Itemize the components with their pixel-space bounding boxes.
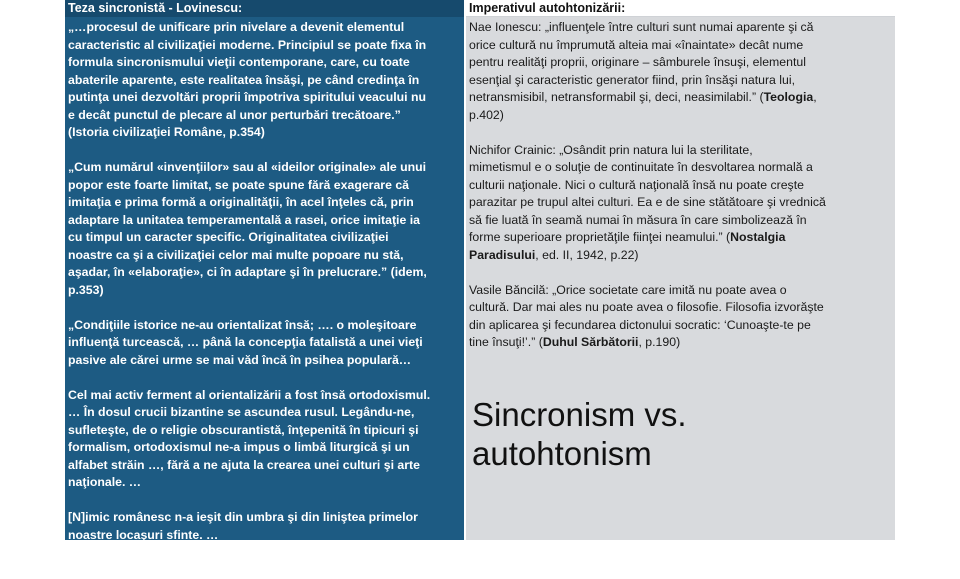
slide-title: Sincronism vs. autohtonism xyxy=(472,396,687,472)
lovinescu-quote-2: „Cum numărul «invenţiilor» sau al «ideilor originale» ale unui popor este foarte limitat, se poate spune fără exagerare că imitaţia e prima formă a originalităţii, în acel înţeles că, prin adaptare la unitatea temperamentală a rasei, orice imitaţie ia cu timpul un caracter specific. Originalitatea civilizaţiei noastre ca şi a civilizaţiei celor mai multe popoare nu stă, aşadar, în «elaboraţie», ci în adaptare şi în prelucrare.” (idem, p.353) xyxy=(68,160,427,297)
lovinescu-quotes xyxy=(68,19,462,579)
column-divider xyxy=(464,0,466,540)
lovinescu-quote-3: „Condiţiile istorice ne-au orientalizat însă; …. o moleşitoare influenţă turcească, … până la concepţia fatalistă a unei vieţi pasive ale cărei urme se mai văd încă în psihea populară… xyxy=(68,317,423,367)
left-column-header: Teza sincronistă - Lovinescu: xyxy=(65,0,464,17)
right-column-header: Imperativul autohtonizării: xyxy=(466,0,895,17)
lovinescu-quote-4: Cel mai activ ferment al orientalizării a fost însă ortodoxismul. … În dosul crucii bizantine se ascundea rusul. Legându-ne, sufleteşte, de o religie obscurantistă, înţepenită în tipicuri şi formalism, ortodoxismul ne-a impus o limbă liturgică şi un alfabet străin …, fără a ne ajuta la crearea unei culturi şi arte naţionale. … xyxy=(68,387,431,489)
nae-ionescu-quote xyxy=(469,19,891,124)
quote-tail: , p.190) xyxy=(638,335,681,349)
quote-text: Nichifor Crainic: „Osândit prin natura lui la sterilitate, mimetismul e o soluţie de continuitate în desvoltarea normală a culturii naţionale. Nici o cultură naţională însă nu poate creşte parazitar pe trupul altei culturi. Ea e de sine stătătoare şi vrednică să fie luată în seamă numai în măsura în care simbolizează în forme superioare proprietăţile fiinţei neamului.” ( xyxy=(469,142,826,244)
vasile-bancila-quote xyxy=(469,282,891,352)
nichifor-crainic-quote xyxy=(469,142,891,265)
autohtonist-quotes xyxy=(469,19,891,369)
quote-text: Nae Ionescu: „influenţele între culturi sunt numai aparente şi că orice cultură nu împrumută alteia mai «înaintate» decât nume pentru realităţi proprii, originare – sâmburele însuşi, elementul esenţial şi caracteristic generator fiind, prin însăşi natura lui, netransmisibil, netransformabil şi, deci, neasimilabil.” ( xyxy=(469,20,814,104)
quote-source: Teologia xyxy=(763,90,814,104)
lovinescu-quote-5: [N]imic românesc n-a ieşit din umbra şi din liniştea primelor noastre locaşuri sfinte. … Pe când în Occident ….” (idem, pp.5-8) xyxy=(68,510,418,559)
quote-source: Duhul Sărbătorii xyxy=(542,335,639,349)
quote-tail: , ed. II, 1942, p.22) xyxy=(535,247,639,262)
lovinescu-quote-1: „…procesul de unificare prin nivelare a devenit elementul caracteristic al civilizaţiei moderne. Principiul se poate fixa în formula sincronismului vieţii contemporane, care, cu toate abaterile aparente, este realitatea însăşi, pe când credinţa în putinţa unei dezvoltări proprii împotriva spiritului veacului nu e decât punctul de plecare al unor perturbări trecătoare.” (Istoria civilizaţiei Române, p.354) xyxy=(68,20,427,139)
quote-tail: , p.402) xyxy=(469,90,817,122)
quote-source: Nostalgia Paradisului xyxy=(469,230,786,262)
quote-text: Vasile Băncilă: „Orice societate care imită nu poate avea o cultură. Dar mai ales nu poate avea o filosofie. Filosofia izvorăşte din aplicarea şi fecundarea dictonului socratic: ‘Cunoaşte-te pe tine însuţi!’.” ( xyxy=(469,282,824,349)
